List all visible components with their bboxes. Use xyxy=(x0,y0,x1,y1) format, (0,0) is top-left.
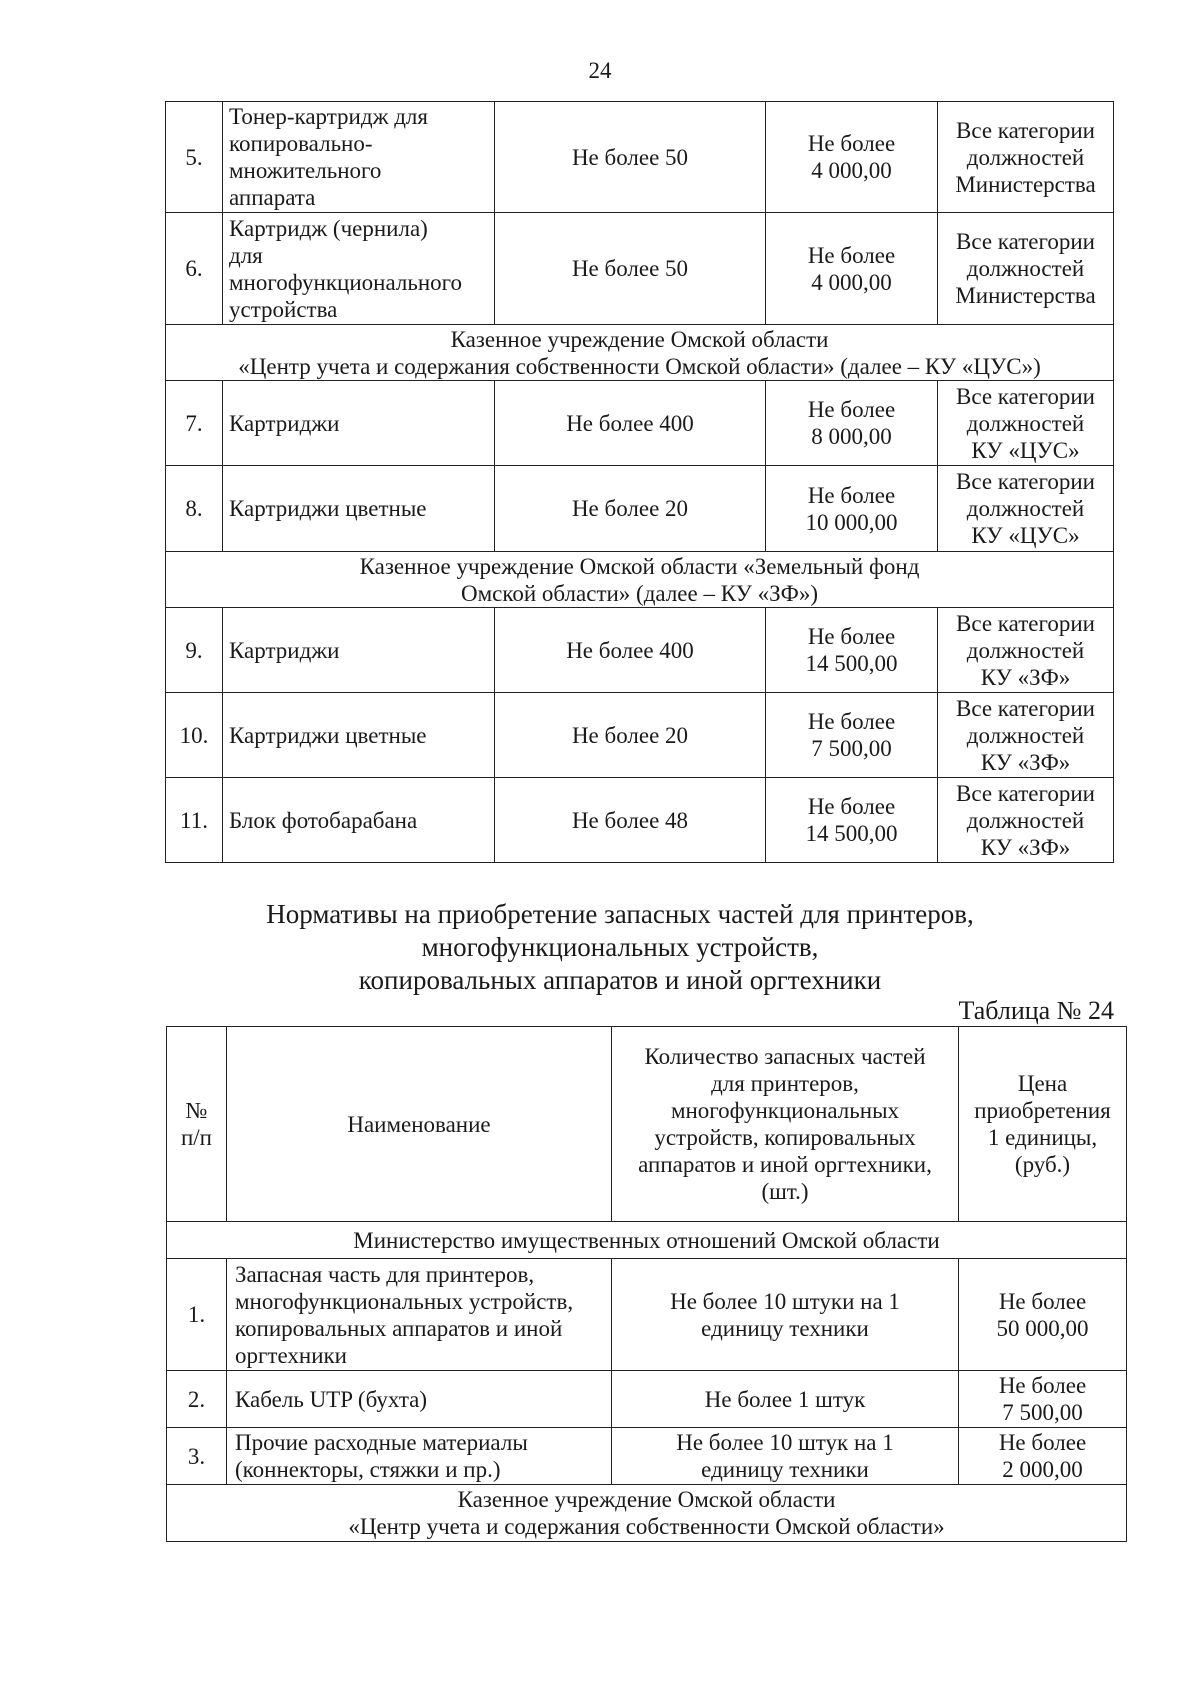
item-name: Запасная часть для принтеров, многофункциональных устройств, копировальных аппаратов и иной оргтехники xyxy=(227,1259,612,1371)
table-row xyxy=(167,1371,1127,1428)
section-row xyxy=(167,1485,1127,1542)
header-name: Наименование xyxy=(227,1027,612,1222)
page-number: 24 xyxy=(588,58,612,83)
row-number: 10. xyxy=(166,693,223,778)
item-quantity: Не более 400 xyxy=(495,381,766,466)
table-row xyxy=(166,381,1114,466)
item-category: Все категории должностей КУ «ЗФ» xyxy=(938,608,1114,693)
table-row xyxy=(166,608,1114,693)
item-quantity: Не более 50 xyxy=(495,102,766,213)
table-row xyxy=(167,1428,1127,1485)
item-name: Блок фотобарабана xyxy=(223,778,495,863)
item-category: Все категории должностей Министерства xyxy=(938,102,1114,213)
header-price: Цена приобретения 1 единицы, (руб.) xyxy=(959,1027,1127,1222)
header-quantity: Количество запасных частей для принтеров, многофункциональных устройств, копировальных аппаратов и иной оргтехники, (шт.) xyxy=(612,1027,959,1222)
row-number: 3. xyxy=(167,1428,227,1485)
item-name: Картриджи xyxy=(223,608,495,693)
item-quantity: Не более 20 xyxy=(495,466,766,552)
table-number: Таблица № 24 xyxy=(958,996,1114,1025)
heading-line: копировальных аппаратов и иной оргтехники xyxy=(358,965,882,995)
heading-line: многофункциональных устройств, xyxy=(421,932,819,962)
item-price: Не более 4 000,00 xyxy=(766,213,938,325)
row-number: 8. xyxy=(166,466,223,552)
section-row xyxy=(166,552,1114,608)
table-row xyxy=(166,693,1114,778)
section-row xyxy=(167,1222,1127,1259)
table-23-continuation xyxy=(165,101,1114,863)
item-price: Не более 7 500,00 xyxy=(959,1371,1127,1428)
item-name: Картриджи цветные xyxy=(223,466,495,552)
row-number: 1. xyxy=(167,1259,227,1371)
section-title: Казенное учреждение Омской области «Центр учета и содержания собственности Омской области» (далее – КУ «ЦУС») xyxy=(166,325,1114,381)
item-name: Тонер-картридж для копировально- множительного аппарата xyxy=(223,102,495,213)
item-price: Не более 10 000,00 xyxy=(766,466,938,552)
item-category: Все категории должностей КУ «ЦУС» xyxy=(938,381,1114,466)
row-number: 9. xyxy=(166,608,223,693)
section-row xyxy=(166,325,1114,381)
item-category: Все категории должностей Министерства xyxy=(938,213,1114,325)
item-name: Прочие расходные материалы (коннекторы, стяжки и пр.) xyxy=(227,1428,612,1485)
section-title: Казенное учреждение Омской области «Земельный фонд Омской области» (далее – КУ «ЗФ») xyxy=(166,552,1114,608)
item-price: Не более 50 000,00 xyxy=(959,1259,1127,1371)
item-price: Не более 14 500,00 xyxy=(766,778,938,863)
table-row xyxy=(167,1259,1127,1371)
item-price: Не более 8 000,00 xyxy=(766,381,938,466)
item-category: Все категории должностей КУ «ЗФ» xyxy=(938,778,1114,863)
item-quantity: Не более 400 xyxy=(495,608,766,693)
item-price: Не более 14 500,00 xyxy=(766,608,938,693)
section-title: Казенное учреждение Омской области «Центр учета и содержания собственности Омской области» xyxy=(167,1485,1127,1542)
table-row xyxy=(166,213,1114,325)
item-name: Кабель UTP (бухта) xyxy=(227,1371,612,1428)
item-quantity: Не более 48 xyxy=(495,778,766,863)
table-24 xyxy=(166,1026,1127,1542)
table-row xyxy=(166,778,1114,863)
row-number: 2. xyxy=(167,1371,227,1428)
section-heading xyxy=(120,898,1120,997)
header-number: № п/п xyxy=(167,1027,227,1222)
table-row xyxy=(166,466,1114,552)
item-price: Не более 7 500,00 xyxy=(766,693,938,778)
row-number: 6. xyxy=(166,213,223,325)
item-name: Картридж (чернила) для многофункционального устройства xyxy=(223,213,495,325)
item-name: Картриджи цветные xyxy=(223,693,495,778)
row-number: 7. xyxy=(166,381,223,466)
item-price: Не более 4 000,00 xyxy=(766,102,938,213)
item-category: Все категории должностей КУ «ЦУС» xyxy=(938,466,1114,552)
table-row xyxy=(166,102,1114,213)
item-quantity: Не более 50 xyxy=(495,213,766,325)
header-row xyxy=(167,1027,1127,1222)
item-price: Не более 2 000,00 xyxy=(959,1428,1127,1485)
item-quantity: Не более 10 штуки на 1 единицу техники xyxy=(612,1259,959,1371)
row-number: 11. xyxy=(166,778,223,863)
item-quantity: Не более 20 xyxy=(495,693,766,778)
item-quantity: Не более 10 штук на 1 единицу техники xyxy=(612,1428,959,1485)
item-quantity: Не более 1 штук xyxy=(612,1371,959,1428)
item-name: Картриджи xyxy=(223,381,495,466)
section-title: Министерство имущественных отношений Омской области xyxy=(167,1222,1127,1259)
item-category: Все категории должностей КУ «ЗФ» xyxy=(938,693,1114,778)
row-number: 5. xyxy=(166,102,223,213)
heading-line: Нормативы на приобретение запасных частей для принтеров, xyxy=(266,899,974,929)
